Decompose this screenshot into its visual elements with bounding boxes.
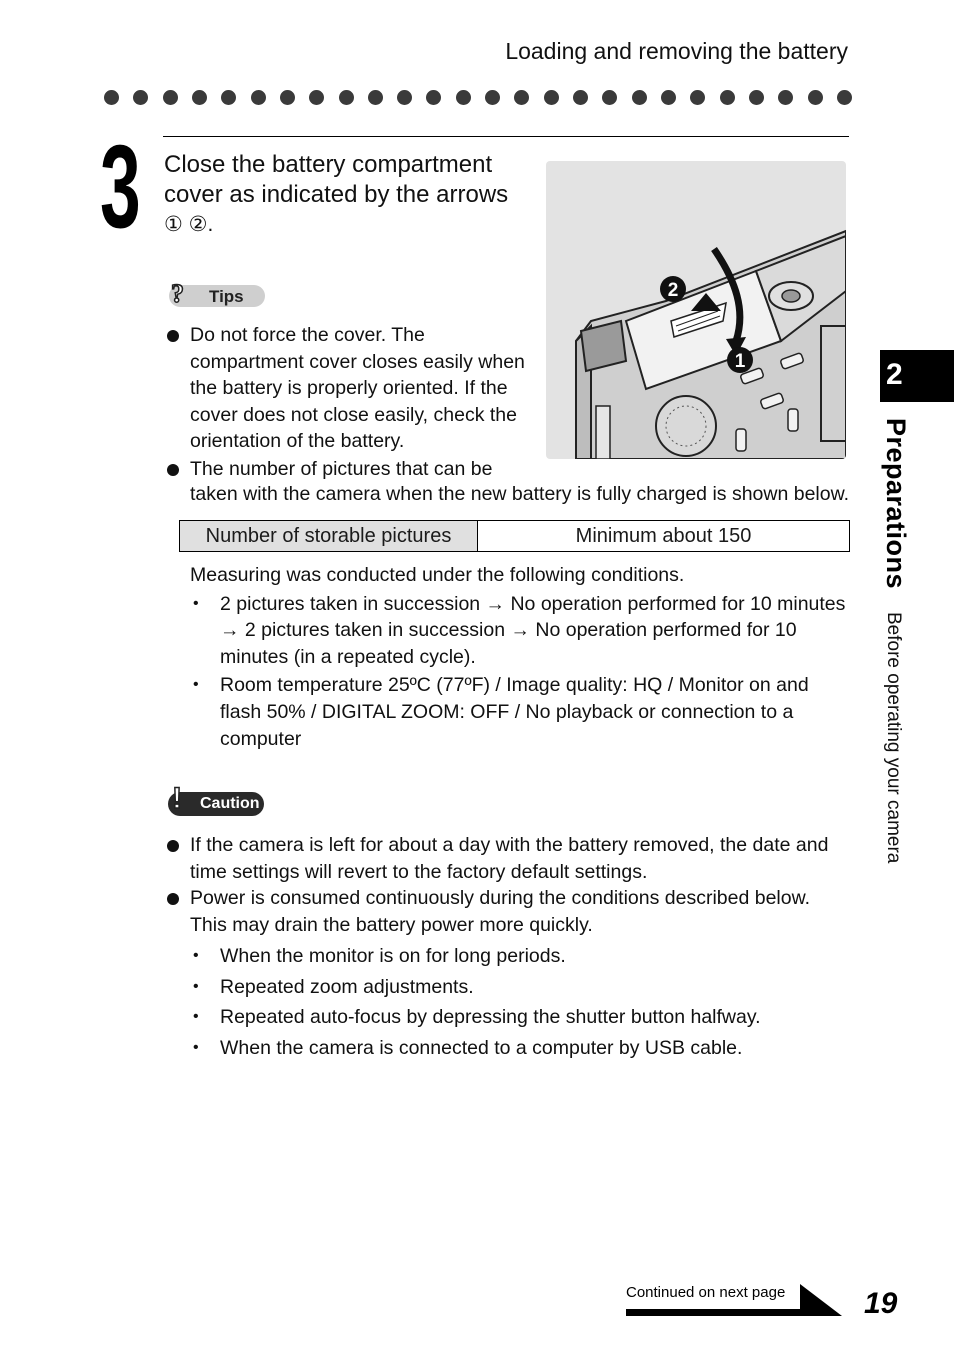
illustration-marker-1: 1 (734, 351, 746, 372)
dot-separator (104, 90, 852, 106)
separator-dot (573, 90, 588, 105)
measurement-conditions (190, 562, 855, 754)
illustration-marker-2: 2 (667, 280, 679, 301)
tip-item: The number of pictures that can be (166, 456, 536, 483)
caution-sub-list (190, 942, 850, 1065)
continued-text: Continued on next page (626, 1284, 786, 1301)
storable-pictures-table (179, 520, 850, 552)
caution-item: If the camera is left for about a day with the battery removed, the date and time settings will revert to the factory default settings. (166, 832, 851, 885)
separator-dot (192, 90, 207, 105)
separator-dot (720, 90, 735, 105)
separator-dot (221, 90, 236, 105)
separator-dot (339, 90, 354, 105)
separator-dot (837, 90, 852, 105)
caution-sub-item: • Repeated auto-focus by depressing the shutter button halfway. (190, 1003, 850, 1032)
separator-dot (602, 90, 617, 105)
condition-item: • Room temperature 25ºC (77ºF) / Image quality: HQ / Monitor on and flash 50% / DIGITAL ZOOM: OFF / No playback or connection to a computer (190, 672, 855, 752)
separator-dot (749, 90, 764, 105)
separator-dot (163, 90, 178, 105)
step-instruction (164, 150, 534, 240)
separator-dot (808, 90, 823, 105)
caution-badge (168, 782, 264, 816)
tips-list-second (166, 456, 536, 483)
condition-item: • 2 pictures taken in succession → No operation performed for 10 minutes → 2 pictures taken in succession → No operation performed for 10 minutes (in a repeated cycle). (190, 591, 855, 671)
separator-dot (632, 90, 647, 105)
page-number: 19 (864, 1287, 898, 1320)
arrow-right-icon (800, 1284, 842, 1316)
chapter-number: 2 (886, 358, 903, 391)
separator-dot (133, 90, 148, 105)
tips-list-first (166, 322, 536, 455)
tips-badge (169, 279, 265, 308)
tip-item-continued: taken with the camera when the new battery is fully charged is shown below. (190, 483, 850, 505)
chapter-tab (880, 350, 954, 402)
tips-label: Tips (209, 287, 244, 306)
caution-sub-item: • Repeated zoom adjustments. (190, 973, 850, 1002)
separator-dot (426, 90, 441, 105)
table-value-cell: Minimum about 150 (575, 524, 752, 547)
separator-dot (280, 90, 295, 105)
conditions-list (190, 591, 855, 753)
separator-dot (514, 90, 529, 105)
question-mark-icon: ? (171, 279, 184, 308)
separator-dot (456, 90, 471, 105)
caution-item: Power is consumed continuously during the conditions described below. This may drain the battery power more quickly. (166, 885, 851, 938)
tips-pill (169, 279, 265, 308)
separator-dot (778, 90, 793, 105)
caution-label: Caution (200, 795, 260, 812)
exclamation-icon: ! (172, 782, 182, 815)
table-header-cell: Number of storable pictures (180, 521, 478, 551)
page-header-title: Loading and removing the battery (505, 38, 848, 64)
separator-dot (368, 90, 383, 105)
separator-dot (690, 90, 705, 105)
conditions-intro: Measuring was conducted under the following conditions. (190, 564, 685, 586)
caution-pill (168, 782, 264, 816)
caution-sub-item: • When the monitor is on for long periods. (190, 942, 850, 971)
tip-item: Do not force the cover. The compartment cover closes easily when the battery is properly oriented. If the cover does not close easily, check the orientation of the battery. (166, 322, 536, 455)
chapter-title: Preparations (881, 418, 911, 590)
step-arrow-markers: ① ②. (164, 213, 214, 236)
caution-list (166, 832, 851, 938)
separator-dot (661, 90, 676, 105)
separator-dot (544, 90, 559, 105)
continued-bar (626, 1309, 802, 1316)
step-rule (163, 136, 849, 137)
separator-dot (485, 90, 500, 105)
caution-sub-item: • When the camera is connected to a computer by USB cable. (190, 1034, 850, 1063)
separator-dot (309, 90, 324, 105)
separator-dot (251, 90, 266, 105)
camera-battery-cover-illustration (546, 161, 846, 459)
continued-indicator (626, 1284, 842, 1320)
step-instruction-text: Close the battery compartment cover as indicated by the arrows (164, 151, 509, 208)
separator-dot (104, 90, 119, 105)
separator-dot (397, 90, 412, 105)
section-title: Before operating your camera (883, 612, 904, 864)
camera-illustration (546, 161, 846, 459)
step-number: 3 (100, 121, 140, 253)
